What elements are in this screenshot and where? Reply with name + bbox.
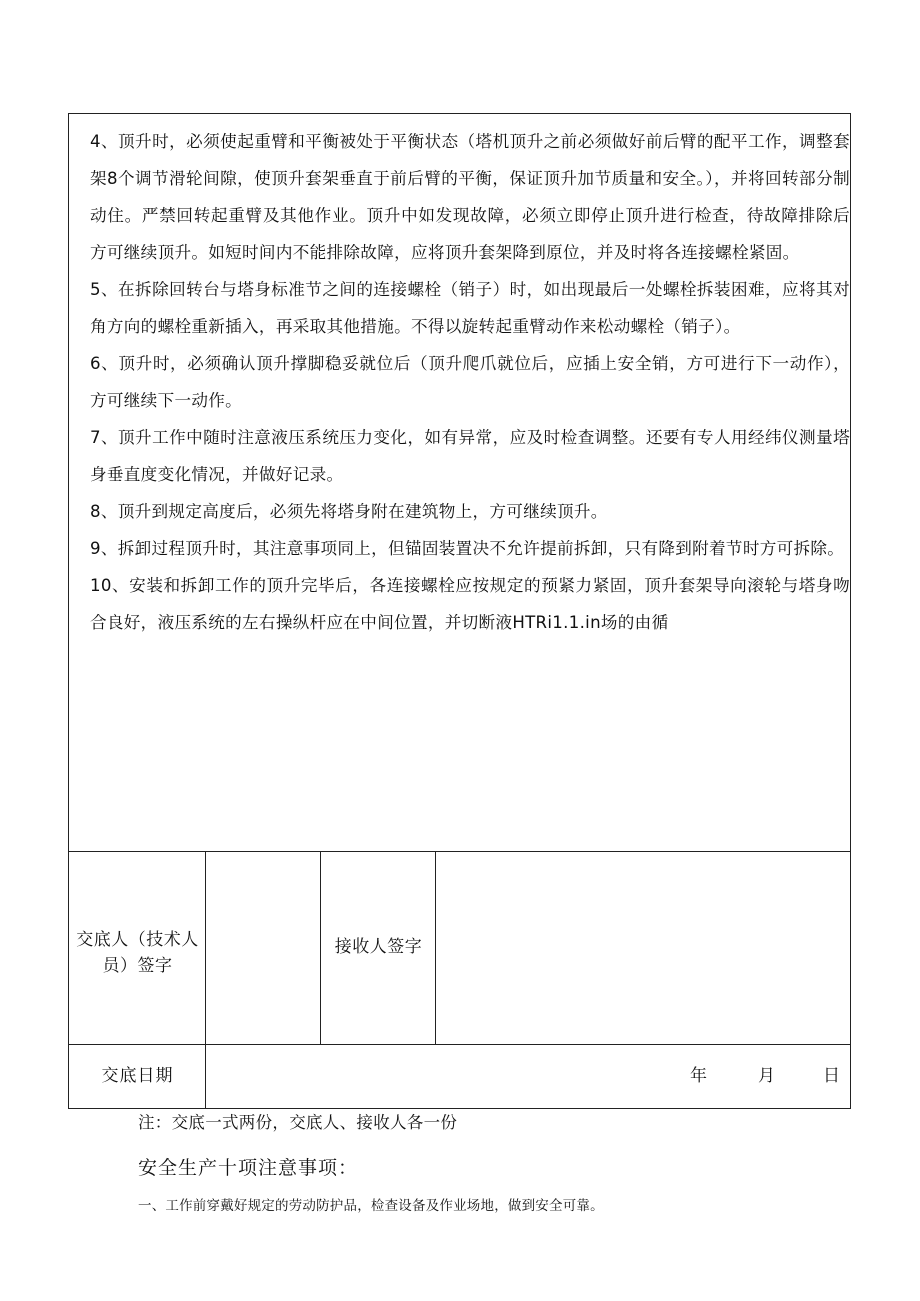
discloser-signature-field[interactable] — [206, 852, 321, 1044]
paragraph-item-4: 4、顶升时，必须使起重臂和平衡被处于平衡状态（塔机顶升之前必须做好前后臂的配平工作，调整套架8个调节滑轮间隙，使顶升套架垂直于前后臂的平衡，保证顶升加节质量和安全。），并将回转部分制动住。严禁回转起重臂及其他作业。顶升中如发现故障，必须立即停止顶升进行检查，待故障排除后方可继续顶升。如短时间内不能排除故障，应将顶升套架降到原位，并及时将各连接螺栓紧固。 — [90, 132, 850, 262]
footnote: 注：交底一式两份，交底人、接收人各一份 — [138, 1113, 458, 1132]
signature-row — [69, 852, 850, 1045]
paragraph-item-9: 9、拆卸过程顶升时，其注意事项同上，但锚固装置决不允许提前拆卸，只有降到附着节时方可拆除。 — [90, 539, 845, 558]
discloser-label-line-2: 员）签字 — [102, 956, 173, 976]
date-month-unit: 月 — [758, 1066, 775, 1086]
date-label: 交底日期 — [101, 1066, 174, 1086]
receiver-signature-field[interactable] — [436, 852, 850, 1044]
safety-rules-title: 安全生产十项注意事项： — [138, 1157, 359, 1179]
discloser-label-line-1: 交底人（技术人 — [76, 930, 199, 950]
paragraph-item-6: 6、顶升时，必须确认顶升撑脚稳妥就位后（顶升爬爪就位后，应插上安全销，方可进行下一动作），方可继续下一动作。 — [90, 354, 850, 410]
receiver-label-cell — [321, 852, 436, 1044]
safety-rule-item-1: 一、工作前穿戴好规定的劳动防护品，检查设备及作业场地，做到安全可靠。 — [138, 1198, 604, 1214]
receiver-signature-label: 接收人签字 — [334, 937, 423, 957]
paragraph-item-8: 8、顶升到规定高度后，必须先将塔身附在建筑物上，方可继续顶升。 — [90, 502, 608, 521]
disclosure-form-table — [68, 113, 851, 1109]
paragraph-item-10: 10、安装和拆卸工作的顶升完毕后，各连接螺栓应按规定的预紧力紧固，顶升套架导向滚轮与塔身吻合良好，液压系统的左右操纵杆应在中间位置，并切断液HTRi1.1.in场的由循 — [90, 576, 850, 632]
paragraph-item-5: 5、在拆除回转台与塔身标准节之间的连接螺栓（销子）时，如出现最后一处螺栓拆装困难，应将其对角方向的螺栓重新插入，再采取其他措施。不得以旋转起重臂动作来松动螺栓（销子）。 — [90, 280, 850, 336]
date-row — [69, 1045, 850, 1108]
discloser-signature-label — [69, 927, 206, 979]
paragraph-item-7: 7、顶升工作中随时注意液压系统压力变化，如有异常，应及时检查调整。还要有专人用经纬仪测量塔身垂直度变化情况，并做好记录。 — [90, 428, 850, 484]
disclosure-content-cell — [69, 114, 850, 852]
discloser-label-cell — [69, 852, 206, 1044]
date-year-unit: 年 — [690, 1066, 707, 1086]
date-label-cell — [69, 1045, 206, 1108]
date-field[interactable] — [206, 1045, 850, 1108]
date-day-unit: 日 — [823, 1066, 840, 1086]
